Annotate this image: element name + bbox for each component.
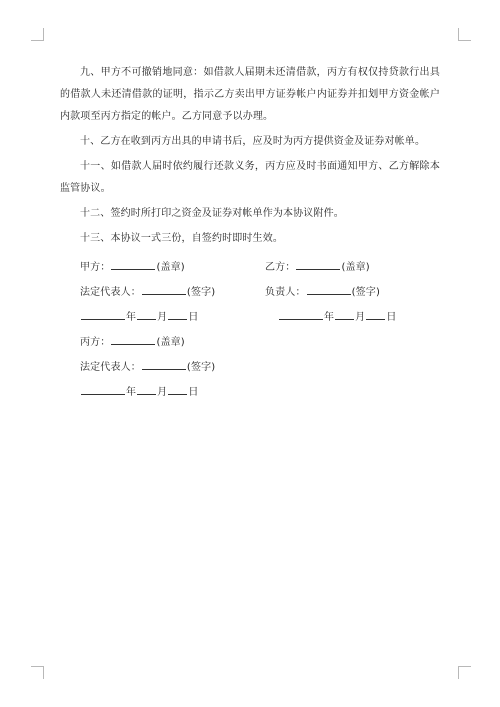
date-day: 日 bbox=[188, 387, 199, 398]
signature-row-party-c-date bbox=[60, 380, 440, 402]
party-a-seal-note: (盖章) bbox=[156, 262, 185, 273]
party-a-label: 甲方： bbox=[80, 262, 111, 273]
clause-10: 十、乙方在收到丙方出具的申请书后，应及时为丙方提供资金及证券对帐单。 bbox=[80, 136, 426, 147]
document-body bbox=[60, 62, 440, 402]
legal-rep-sign-note: (签字) bbox=[186, 287, 216, 298]
crop-mark-bottom-right bbox=[458, 666, 471, 679]
party-c-label: 丙方： bbox=[80, 337, 111, 348]
party-b-label: 乙方： bbox=[265, 262, 296, 273]
legal-rep-blank bbox=[142, 355, 186, 370]
date-month-blank bbox=[137, 380, 156, 395]
party-b-signature bbox=[265, 255, 370, 279]
date-month-blank bbox=[335, 305, 354, 320]
date-month-blank bbox=[137, 305, 156, 320]
legal-rep-sign-note: (签字) bbox=[186, 362, 216, 373]
date-year: 年 bbox=[126, 387, 137, 398]
legal-rep-blank bbox=[142, 280, 186, 295]
legal-rep-label: 法定代表人： bbox=[80, 362, 141, 373]
crop-mark-top-left bbox=[31, 28, 44, 41]
signature-row-party-c bbox=[60, 330, 440, 352]
signature-row-parties bbox=[60, 255, 440, 277]
party-c-signature bbox=[80, 330, 185, 354]
party-a-signature bbox=[80, 255, 185, 279]
date-day-blank bbox=[168, 305, 187, 320]
date-month: 月 bbox=[157, 312, 168, 323]
party-b-seal-note: (盖章) bbox=[341, 262, 370, 273]
party-c-legal-rep bbox=[80, 355, 215, 379]
party-a-date bbox=[80, 305, 198, 329]
party-b-date bbox=[278, 305, 396, 329]
date-year-blank bbox=[81, 380, 125, 395]
signature-row-party-c-rep bbox=[60, 355, 440, 377]
clause-13: 十三、本协议一式三份，自签约时即时生效。 bbox=[80, 233, 283, 244]
party-b-blank bbox=[296, 255, 340, 270]
crop-mark-bottom-left bbox=[31, 666, 44, 679]
signature-row-dates bbox=[60, 305, 440, 327]
party-c-date bbox=[80, 380, 198, 404]
clause-12: 十二、签约时所打印之资金及证券对帐单作为本协议附件。 bbox=[80, 208, 344, 219]
date-year-blank bbox=[279, 305, 323, 320]
date-day-blank bbox=[366, 305, 385, 320]
clause-11: 十一、如借款人届时依约履行还款义务，丙方应及时书面通知甲方、乙方解除本监管协议。 bbox=[60, 161, 440, 194]
crop-mark-top-right bbox=[458, 28, 471, 41]
responsible-blank bbox=[307, 280, 351, 295]
date-year-blank bbox=[81, 305, 125, 320]
legal-rep-label: 法定代表人： bbox=[80, 287, 141, 298]
date-day: 日 bbox=[386, 312, 397, 323]
responsible-label: 负责人： bbox=[265, 287, 306, 298]
date-day-blank bbox=[168, 380, 187, 395]
party-a-blank bbox=[111, 255, 155, 270]
date-month: 月 bbox=[157, 387, 168, 398]
date-year: 年 bbox=[324, 312, 335, 323]
signature-row-representatives bbox=[60, 280, 440, 302]
party-c-seal-note: (盖章) bbox=[156, 337, 185, 348]
party-a-legal-rep bbox=[80, 280, 215, 304]
responsible-sign-note: (签字) bbox=[351, 287, 381, 298]
party-c-blank bbox=[111, 330, 155, 345]
date-month: 月 bbox=[355, 312, 366, 323]
date-day: 日 bbox=[188, 312, 199, 323]
date-year: 年 bbox=[126, 312, 137, 323]
clause-9: 九、甲方不可撤销地同意：如借款人届期未还清借款，丙方有权仅持贷款行出具的借款人未还清借款的证明，指示乙方卖出甲方证券帐户内证券并扣划甲方资金帐户内款项至丙方指定的帐户。乙方同意予以办理。 bbox=[60, 67, 440, 122]
party-b-responsible bbox=[265, 280, 380, 304]
